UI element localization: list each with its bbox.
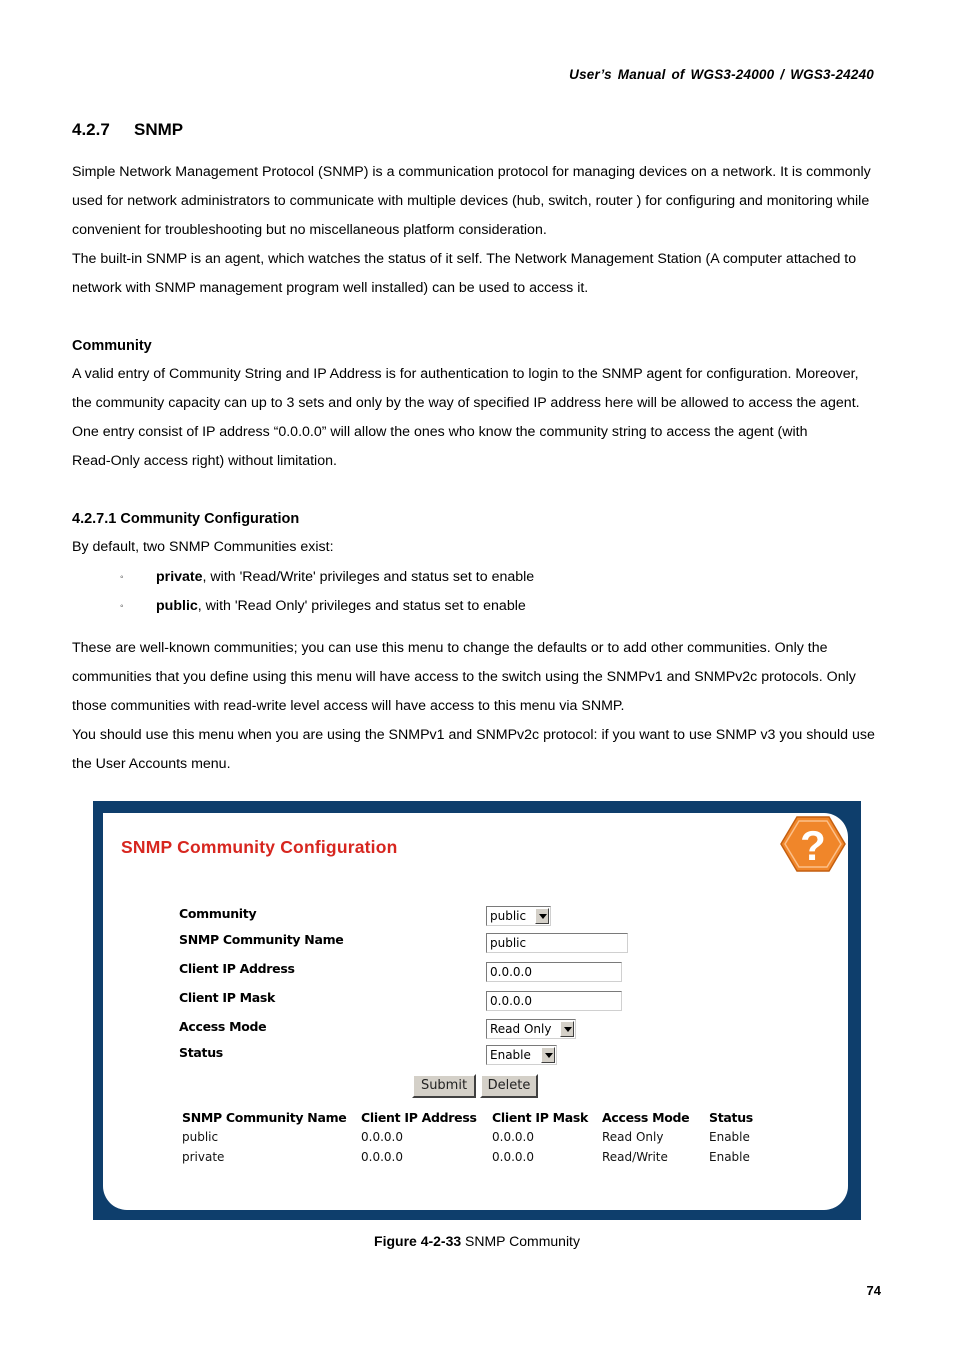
table-cell: Read/Write	[602, 1150, 668, 1164]
bullet-text: , with 'Read/Write' privileges and status set to enable	[202, 569, 535, 585]
text-line: the community capacity can up to 3 sets and only by the way of specified IP address here will be allowed to access the agent.	[72, 395, 860, 411]
help-glyph: ?	[800, 822, 826, 869]
page-number: 74	[866, 1283, 881, 1298]
intro-paragraph	[72, 158, 887, 303]
default-line: By default, two SNMP Communities exist:	[72, 539, 334, 555]
text-line: network with SNMP management program well installed) can be used to access it.	[72, 280, 589, 296]
community-select-value: public	[490, 909, 527, 923]
help-icon[interactable]	[780, 815, 846, 873]
bullet-mark: ◦	[120, 600, 124, 612]
client-ip-input[interactable]: 0.0.0.0	[486, 962, 622, 982]
delete-button[interactable]: Delete	[480, 1074, 538, 1098]
bullet-bold: public	[156, 598, 198, 614]
chevron-down-icon[interactable]	[560, 1021, 574, 1037]
text-line: A valid entry of Community String and IP Address is for authentication to login to the SNMP agent for configuration. Moreover,	[72, 366, 859, 382]
community-name-label: SNMP Community Name	[179, 932, 344, 947]
community-name-input[interactable]: public	[486, 933, 628, 953]
access-mode-value: Read Only	[490, 1022, 552, 1036]
section-heading	[72, 120, 183, 140]
column-header: Client IP Address	[361, 1110, 477, 1125]
text-line: those communities with read-write level access will have access to this menu via SNMP.	[72, 698, 625, 714]
bullet-private	[120, 569, 534, 585]
chevron-down-icon[interactable]	[535, 908, 549, 924]
access-mode-label: Access Mode	[179, 1019, 267, 1034]
column-header: Status	[709, 1110, 753, 1125]
column-header: Access Mode	[602, 1110, 690, 1125]
status-select[interactable]	[486, 1045, 557, 1065]
table-cell: 0.0.0.0	[492, 1130, 534, 1144]
bullet-text: , with 'Read Only' privileges and status set to enable	[197, 598, 526, 614]
table-cell: 0.0.0.0	[361, 1150, 403, 1164]
table-cell: 0.0.0.0	[492, 1150, 534, 1164]
page-header: User’s Manual of WGS3-24000 / WGS3-24240	[569, 67, 874, 82]
community-label: Community	[179, 906, 257, 921]
text-line: communities that you define using this menu will have access to the switch using the SNMPv1 and SNMPv2c protocols. Only	[72, 669, 856, 685]
community-heading: Community	[72, 338, 152, 354]
text-line: the User Accounts menu.	[72, 756, 231, 772]
client-ip-label: Client IP Address	[179, 961, 295, 976]
figure-caption	[0, 1233, 954, 1249]
status-value: Enable	[490, 1048, 531, 1062]
table-cell: public	[182, 1130, 219, 1144]
client-mask-input[interactable]: 0.0.0.0	[486, 991, 622, 1011]
submit-button[interactable]: Submit	[412, 1074, 476, 1098]
text-line: Read-Only access right) without limitation.	[72, 453, 337, 469]
caption-label: Figure 4-2-33	[374, 1233, 462, 1249]
caption-text: SNMP Community	[461, 1233, 580, 1249]
text-line: You should use this menu when you are using the SNMPv1 and SNMPv2c protocol: if you want to use SNMP v3 you should use	[72, 727, 875, 743]
bullet-mark: ◦	[120, 571, 124, 583]
table-cell: Enable	[709, 1150, 750, 1164]
chevron-down-icon[interactable]	[541, 1047, 555, 1063]
community-paragraph	[72, 360, 887, 476]
text-line: The built-in SNMP is an agent, which watches the status of it self. The Network Management Station (A computer attached to	[72, 251, 857, 267]
column-header: SNMP Community Name	[182, 1110, 347, 1125]
text-line: One entry consist of IP address “0.0.0.0” will allow the ones who know the community string to access the agent (with	[72, 424, 808, 440]
text-line: used for network administrators to communicate with multiple devices (hub, switch, router ) for configuring and monitoring while	[72, 193, 870, 209]
text-line: These are well-known communities; you can use this menu to change the defaults or to add other communities. Only the	[72, 640, 828, 656]
table-cell: 0.0.0.0	[361, 1130, 403, 1144]
section-number: 4.2.7	[72, 120, 110, 139]
bullet-bold: private	[156, 569, 203, 585]
table-cell: Read Only	[602, 1130, 664, 1144]
client-mask-label: Client IP Mask	[179, 990, 276, 1005]
table-cell: Enable	[709, 1130, 750, 1144]
status-label: Status	[179, 1045, 223, 1060]
text-line: convenient for troubleshooting but no miscellaneous platform consideration.	[72, 222, 547, 238]
table-cell: private	[182, 1150, 225, 1164]
community-select[interactable]	[486, 906, 551, 926]
column-header: Client IP Mask	[492, 1110, 589, 1125]
bullet-public	[120, 598, 526, 614]
config-paragraph	[72, 634, 887, 779]
section-title: SNMP	[134, 120, 184, 139]
config-heading: 4.2.7.1 Community Configuration	[72, 511, 300, 527]
text-line: Simple Network Management Protocol (SNMP) is a communication protocol for managing devices on a network. It is commonly	[72, 164, 871, 180]
panel-title: SNMP Community Configuration	[121, 837, 398, 857]
access-mode-select[interactable]	[486, 1019, 576, 1039]
